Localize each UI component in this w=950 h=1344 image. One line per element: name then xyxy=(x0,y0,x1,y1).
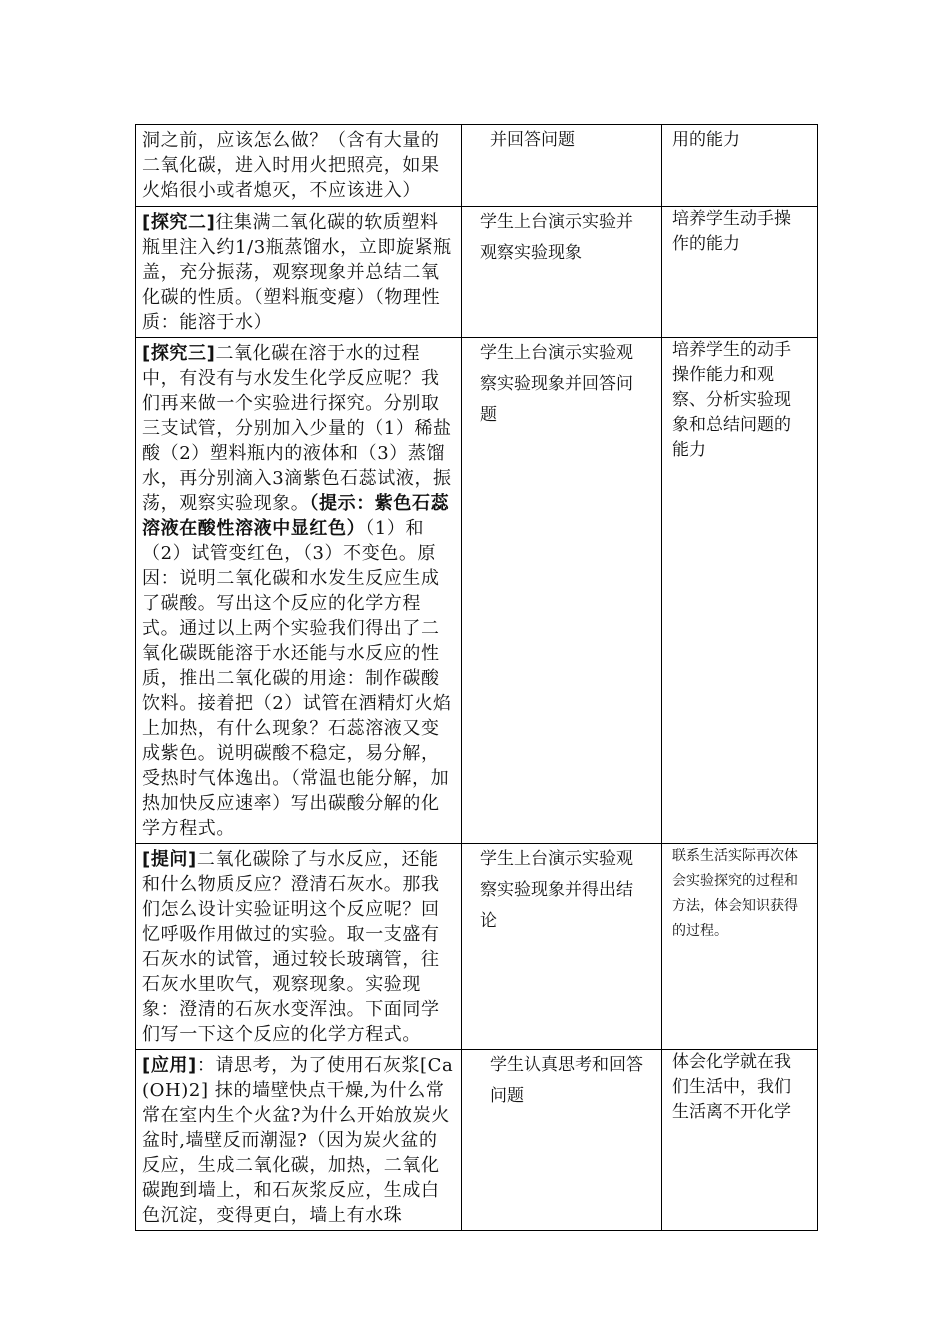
hint-text: （提示：紫色石蕊溶液在酸性溶液中显红色） xyxy=(142,493,450,539)
student-activity-cell xyxy=(462,1050,662,1231)
student-activity-cell xyxy=(462,125,662,207)
content-text: 往集满二氧化碳的软质塑料瓶里注入约1/3瓶蒸馏水，立即旋紧瓶盖，充分振荡，观察现象并总结二氧化碳的性质。（塑料瓶变瘪）（物理性质：能溶于水） xyxy=(142,212,452,333)
design-intent-cell xyxy=(662,207,818,338)
design-intent-text: 联系生活实际再次体会实验探究的过程和方法，体会知识获得的过程。 xyxy=(672,848,798,939)
student-activity-text: 并回答问题 xyxy=(490,130,575,150)
teaching-content-cell xyxy=(136,844,462,1050)
student-activity-cell xyxy=(462,844,662,1050)
design-intent-text: 用的能力 xyxy=(672,130,740,150)
student-activity-cell xyxy=(462,338,662,844)
content-text: （1）和（2）试管变红色，（3）不变色。原因：说明二氧化碳和水发生反应生成了碳酸。写出这个反应的化学方程式。通过以上两个实验我们得出了二氧化碳既能溶于水还能与水反应的性质，推出二氧化碳的用途：制作碳酸饮料。接着把（2）试管在酒精灯火焰上加热，有什么现象？石蕊溶液又变成紫色。说明碳酸不稳定，易分解，受热时气体逸出。（常温也能分解，加热加快反应速率）写出碳酸分解的化学方程式。 xyxy=(142,518,452,839)
student-activity-text: 学生上台演示实验观察实验现象并得出结论 xyxy=(480,849,633,931)
section-tag: [提问] xyxy=(142,849,197,870)
content-text: 洞之前，应该怎么做？（含有大量的二氧化碳，进入时用火把照亮，如果火焰很小或者熄灭，不应该进入） xyxy=(142,130,440,201)
lesson-plan-table xyxy=(135,124,818,1231)
student-activity-text: 学生上台演示实验观察实验现象并回答问题 xyxy=(480,343,633,425)
student-activity-text: 学生认真思考和回答问题 xyxy=(490,1055,643,1106)
section-tag: [应用] xyxy=(142,1055,197,1076)
teaching-content-cell xyxy=(136,1050,462,1231)
design-intent-text: 培养学生的动手操作能力和观察、分析实验现象和总结问题的能力 xyxy=(672,340,791,460)
teaching-content-cell xyxy=(136,125,462,207)
table-row xyxy=(136,125,818,207)
content-text: ：请思考，为了使用石灰浆[Ca(OH)2] 抹的墙壁快点干燥,为什么常常在室内生个火盆?为什么开始放炭火盆时,墙壁反而潮湿?（因为炭火盆的反应，生成二氧化碳，加热，二氧化碳跑到墙上，和石灰浆反应，生成白色沉淀，变得更白，墙上有水珠 xyxy=(142,1055,454,1226)
content-text: 二氧化碳除了与水反应，还能和什么物质反应？澄清石灰水。那我们怎么设计实验证明这个反应呢？回忆呼吸作用做过的实验。取一支盛有石灰水的试管，通过较长玻璃管，往石灰水里吹气，观察现象。实验现象：澄清的石灰水变浑浊。下面同学们写一下这个反应的化学方程式。 xyxy=(142,849,440,1045)
teaching-content-cell xyxy=(136,338,462,844)
student-activity-text: 学生上台演示实验并观察实验现象 xyxy=(480,212,633,263)
table-row xyxy=(136,338,818,844)
table-row xyxy=(136,207,818,338)
design-intent-cell xyxy=(662,1050,818,1231)
table-row xyxy=(136,844,818,1050)
design-intent-cell xyxy=(662,844,818,1050)
teaching-content-cell xyxy=(136,207,462,338)
section-tag: [探究三] xyxy=(142,343,216,364)
student-activity-cell xyxy=(462,207,662,338)
table-row xyxy=(136,1050,818,1231)
design-intent-cell xyxy=(662,338,818,844)
design-intent-cell xyxy=(662,125,818,207)
design-intent-text: 体会化学就在我们生活中，我们生活离不开化学 xyxy=(672,1052,791,1122)
content-text: 二氧化碳在溶于水的过程中，有没有与水发生化学反应呢？我们再来做一个实验进行探究。分别取三支试管，分别加入少量的（1）稀盐酸（2）塑料瓶内的液体和（3）蒸馏水，再分别滴入3滴紫色石蕊试液，振荡，观察实验现象。 xyxy=(142,343,452,514)
section-tag: [探究二] xyxy=(142,212,216,233)
design-intent-text: 培养学生动手操作的能力 xyxy=(672,209,791,254)
